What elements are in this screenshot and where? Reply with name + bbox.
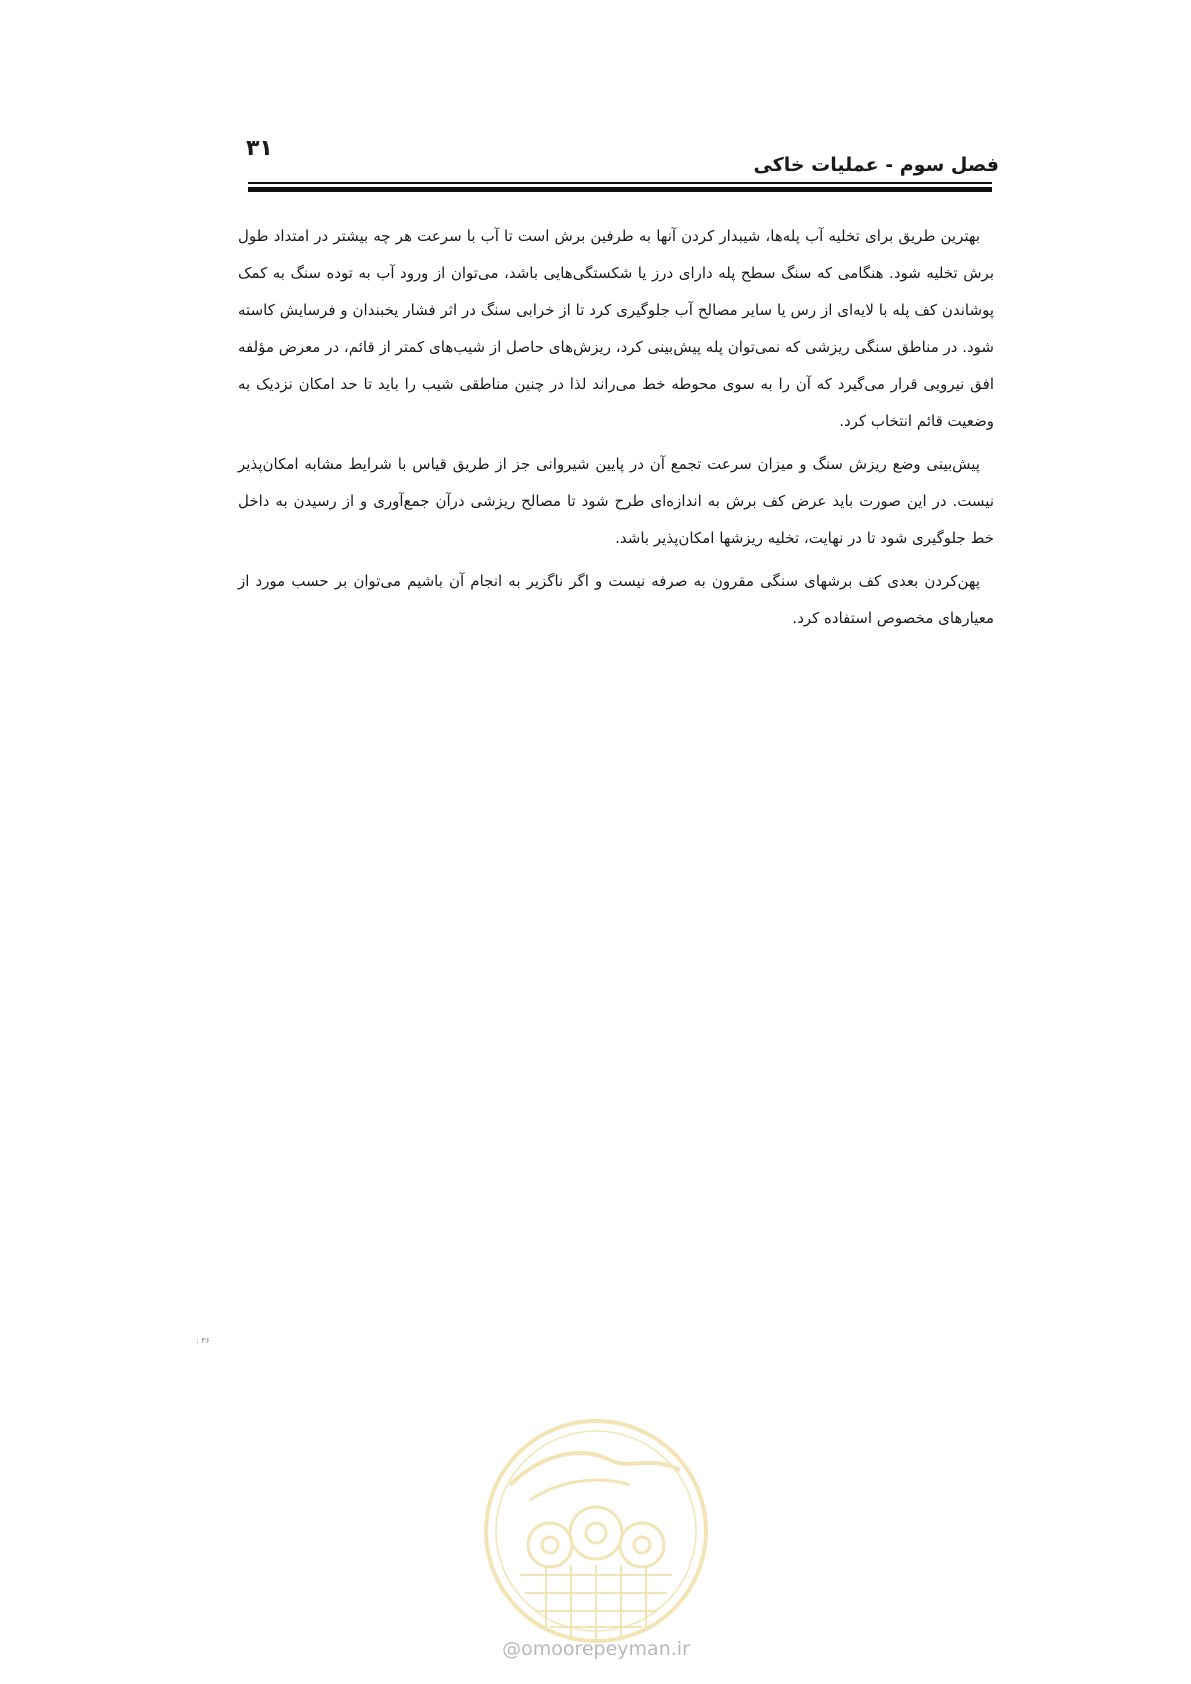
header-rule-thin (248, 182, 992, 184)
paragraph-2: پیش‌بینی وضع ریزش سنگ و میزان سرعت تجمع آن در پایین شیروانی جز از طریق قیاس با شرایط مشابه امکان‌پذیر نیست. در این صورت باید عرض کف برش به اندازه‌ای طرح شود تا مصالح ریزشی درآن جمع‌آوری و از رسیدن به داخل خط جلوگیری شود تا در نهایت، تخلیه ریزشها امکان‌پذیر باشد. (238, 455, 994, 547)
paragraph-3: پهن‌کردن بعدی کف برشهای سنگی مقرون به صرفه نیست و اگر ناگزیر به انجام آن باشیم می‌توان بر حسب مورد از معیارهای مخصوص استفاده کرد. (238, 572, 994, 627)
paragraph-1: بهترین طریق برای تخلیه آب پله‌ها، شیبدار کردن آنها به طرفین برش است تا آب با سرعت هر چه بیشتر در امتداد طول برش تخلیه شود. هنگامی که سنگ سطح پله دارای درز یا شکستگی‌هایی باشد، می‌توان از ورود آب به توده سنگ به کمک پوشاندن کف پله با لایه‌ای از رس یا سایر مصالح آب جلوگیری کرد تا از خرابی سنگ در اثر فشار یخبندان و فرسایش کاسته شود. در مناطق سنگی ریزشی که نمی‌توان پله پیش‌بینی کرد، ریزش‌های حاصل از شیب‌های کمتر از قائم، در معرض مؤلفه افق نیرویی قرار می‌گیرد که آن را به سوی محوطه خط می‌راند لذا در چنین مناطقی شیب را باید تا حد امکان نزدیک به وضعیت قائم انتخاب کرد. (238, 227, 994, 430)
page-number: ۳۱ (246, 136, 273, 161)
watermark-url: @omoorepeyman.ir (502, 1638, 690, 1660)
watermark-seal-logo (480, 1415, 712, 1647)
body-text (238, 218, 994, 643)
header-rule-thick (248, 187, 992, 192)
chapter-title: فصل سوم - عملیات خاکی (753, 154, 999, 176)
margin-note: ۳۶ : (196, 1336, 210, 1345)
